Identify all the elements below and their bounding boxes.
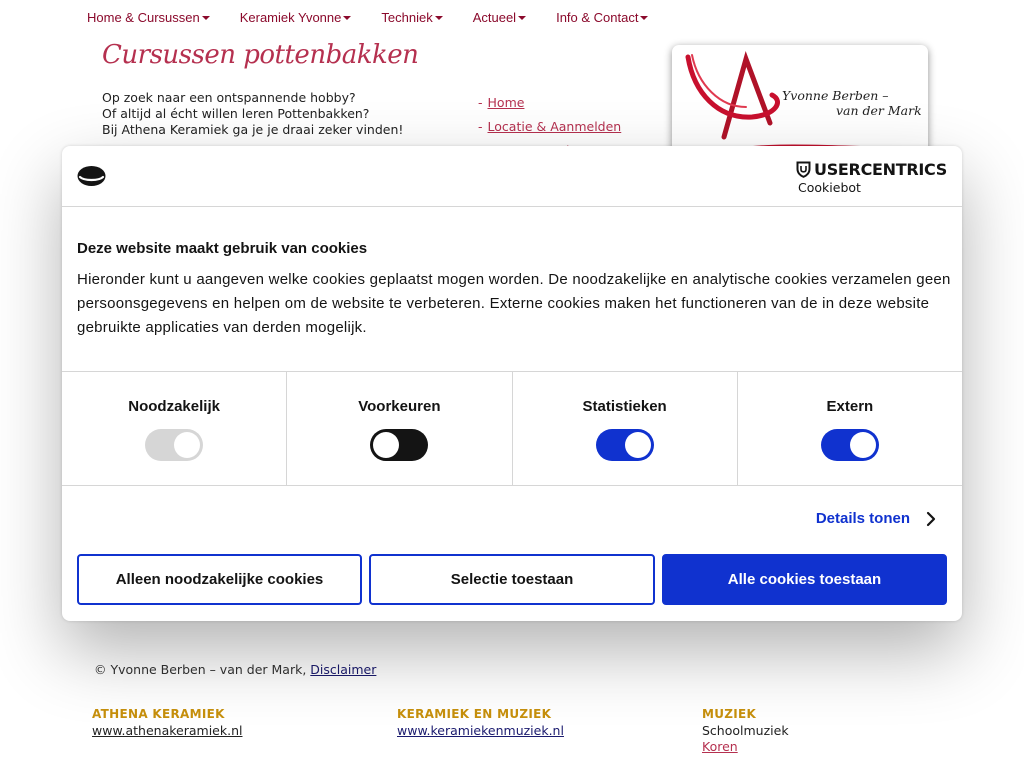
footer-heading: KERAMIEK EN MUZIEK	[397, 707, 552, 721]
nav-keramiek-yvonne[interactable]	[240, 10, 352, 25]
footer-column-muziek	[702, 706, 789, 755]
toggle-noodzakelijk	[145, 429, 203, 461]
footer-column-keramiek-muziek	[397, 706, 564, 739]
side-link-home[interactable]: Home	[487, 94, 525, 110]
toggle-label: Noodzakelijk	[128, 398, 220, 415]
nav-home-cursussen[interactable]	[87, 10, 210, 25]
dialog-title: Deze website maakt gebruik van cookies	[77, 240, 368, 257]
toggle-cell-voorkeuren	[287, 372, 512, 485]
footer-link-athenakeramiek[interactable]: www.athenakeramiek.nl	[92, 723, 243, 738]
side-link-locatie[interactable]: Locatie & Aanmelden	[487, 118, 622, 134]
details-toggle-link[interactable]	[816, 510, 936, 527]
caret-down-icon	[343, 16, 351, 20]
toggle-knob	[373, 432, 399, 458]
chevron-right-icon	[926, 511, 936, 527]
allow-selection-button[interactable]: Selectie toestaan	[369, 554, 655, 605]
footer-text-schoolmuziek: Schoolmuziek	[702, 723, 789, 738]
logo-name-line1: Yvonne Berben –	[782, 88, 889, 103]
toggle-cell-noodzakelijk	[62, 372, 287, 485]
caret-down-icon	[435, 16, 443, 20]
dialog-description: Hieronder kunt u aangeven welke cookies geplaatst mogen worden. De noodzakelijke en analytische cookies verzamelen geen persoonsgegevens en helpen om de website te verbeteren. Externe cookies maken het functioneren van de in deze website gebruikte applicaties van derden mogelijk.	[77, 271, 951, 336]
allow-all-button[interactable]: Alle cookies toestaan	[662, 554, 947, 605]
dash-icon: -	[478, 118, 483, 134]
logo-name-line2: van der Mark	[836, 103, 922, 118]
toggle-voorkeuren[interactable]	[370, 429, 428, 461]
usercentrics-brand	[796, 160, 947, 195]
caret-down-icon	[518, 16, 526, 20]
nav-info-contact[interactable]	[556, 10, 648, 25]
footer-heading: MUZIEK	[702, 707, 757, 721]
usercentrics-shield-icon	[796, 161, 811, 178]
details-label: Details tonen	[815, 510, 910, 527]
footer-link-keramiekenmuziek[interactable]: www.keramiekenmuziek.nl	[397, 723, 564, 738]
usercentrics-top	[796, 160, 947, 179]
cookiebot-wordmark: Cookiebot	[798, 180, 861, 195]
dialog-header	[62, 146, 962, 207]
page-title: Cursussen pottenbakken	[102, 40, 419, 70]
side-link-item	[478, 90, 621, 114]
nav-label: Keramiek Yvonne	[239, 9, 342, 25]
toggle-statistieken[interactable]	[596, 429, 654, 461]
caret-down-icon	[640, 16, 648, 20]
cookiebot-logo-icon	[76, 164, 107, 188]
intro-line: Of altijd al écht willen leren Pottenbakken?	[102, 106, 370, 121]
consent-toggles	[62, 371, 962, 486]
usercentrics-wordmark: USERCENTRICS	[814, 160, 947, 179]
intro-line: Op zoek naar een ontspannende hobby?	[102, 90, 356, 105]
dash-icon: -	[478, 94, 483, 110]
nav-label: Techniek	[381, 9, 433, 25]
caret-down-icon	[202, 16, 210, 20]
toggle-cell-statistieken	[513, 372, 738, 485]
footer-column-athena	[92, 706, 242, 739]
cookie-consent-dialog	[62, 146, 962, 621]
toggle-knob	[850, 432, 876, 458]
toggle-cell-extern	[738, 372, 962, 485]
footer-copyright	[94, 662, 376, 677]
nav-label: Home & Cursussen	[87, 9, 200, 25]
side-link-item	[478, 114, 621, 138]
nav-label: Info & Contact	[556, 9, 639, 25]
toggle-extern[interactable]	[821, 429, 879, 461]
intro-text	[102, 90, 403, 138]
copyright-text: © Yvonne Berben – van der Mark,	[94, 662, 307, 677]
intro-line: Bij Athena Keramiek ga je je draai zeker vinden!	[102, 122, 404, 137]
toggle-label: Statistieken	[582, 398, 667, 415]
toggle-knob	[625, 432, 651, 458]
toggle-label: Voorkeuren	[358, 398, 441, 415]
main-nav	[87, 0, 678, 34]
nav-techniek[interactable]	[381, 10, 442, 25]
nav-actueel[interactable]	[473, 10, 526, 25]
allow-necessary-button[interactable]: Alleen noodzakelijke cookies	[77, 554, 362, 605]
toggle-knob	[174, 432, 200, 458]
disclaimer-link[interactable]: Disclaimer	[310, 662, 377, 677]
footer-heading: ATHENA KERAMIEK	[92, 707, 225, 721]
footer-link-koren[interactable]: Koren	[702, 739, 738, 754]
nav-label: Actueel	[472, 9, 517, 25]
toggle-label: Extern	[826, 398, 874, 415]
